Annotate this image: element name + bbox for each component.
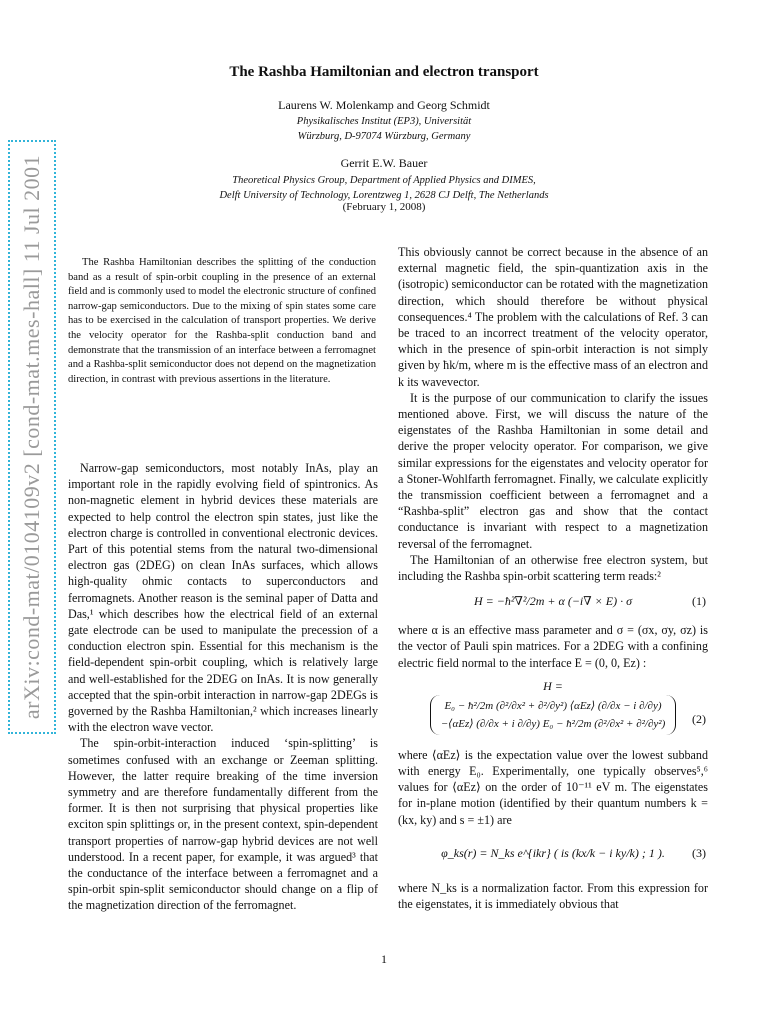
affiliation-1-line-1: Physikalisches Institut (EP3), Universität [296,116,472,127]
equation-2-number: (2) [692,711,706,726]
equation-2-matrix [430,695,677,735]
paragraph: where α is an effective mass parameter and σ = (σx, σy, σz) is the vector of Pauli spin matrices. For a 2DEG with a confining electric field normal to the interface E = (0, 0, Ez) : [398,623,708,670]
paragraph: Narrow-gap semiconductors, most notably InAs, play an important role in the rapidly evolving field of spintronics. As non-magnetic element in hybrid devices these materials are expected to help control the electron spin states, just like the electron charge is controlled in conventional electronic devices. Part of this potential stems from the natural two-dimensional electron gas (2DEG) on clean InAs surfaces, which allows high-quality ohmic contacts to superconductors and ferromagnets. Another reason is the seminal paper of Datta and Das,¹ which describes how the electrical field of an external gate electrode can be used to manipulate the precession of a conduction electron spin. Essential for this mechanism is the field-dependent spin-orbit coupling, which is relatively large and well-established for the 2DEG on InAs. It is now generally accepted that the spin-orbit interaction in narrow-gap 2DEGs is governed by the Rashba Hamiltonian,² which increases linearly with the electron wave vector. [68,461,378,735]
paragraph: The spin-orbit-interaction induced ‘spin-splitting’ is sometimes confused with an exchange or Zeeman splitting. However, the latter require breaking of the time inversion symmetry and are therefore fundamentally different from the former. It is then not surprising that physical properties like exciton spin splittings or, in the present context, spin-dependent transport properties of narrow-gap hybrid devices are not well understood. In a recent paper, for example, it was argued³ that the conductance of the interface between a ferromagnet and a spin-orbit spin-split semiconductor should change on a flip of the magnetization direction of the ferromagnet. [68,736,378,913]
date: (February 1, 2008) [342,201,426,213]
equation-3-number: (3) [692,845,706,860]
equation-3 [398,834,708,874]
author-2: Gerrit E.W. Bauer [340,156,428,170]
page-number: 1 [381,952,387,966]
affiliation-1-line-2: Würzburg, D-97074 Würzburg, Germany [297,131,471,142]
matrix-row-1: E₀ − ħ²/2m (∂²/∂x² + ∂²/∂y²) ⟨αEz⟩ (∂/∂x − i ∂/∂y) [444,699,662,712]
affiliation-2 [0,173,768,203]
equation-1-body: H = −ħ²∇²/2m + α (−i∇ × E) · σ [474,594,632,609]
paragraph: The Hamiltonian of an otherwise free electron system, but including the Rashba spin-orbit scattering term reads:² [398,552,708,584]
paragraph: It is the purpose of our communication to clarify the issues mentioned above. First, we will discuss the nature of the eigenstates of the Rashba Hamiltonian in some detail and derive the proper velocity operator. For comparison, we give similar expressions for the eigenstates and velocity operator for a Stoner-Wohlfarth ferromagnet. Finally, we calculate explicitly the transmission coefficient between a ferromagnet and a “Rashba-split” electron gas and show that the contact conductance is invariant with respect to a magnetization reversal of the ferromagnet. [398,390,708,551]
equation-2 [398,677,708,741]
abstract: The Rashba Hamiltonian describes the splitting of the conduction band as a result of spin-orbit coupling in the presence of an external field and is commonly used to model the electronic structure of confined narrow-gap semiconductors. Due to the mixing of spin states some care has to be exercised in the calculation of transport properties. We derive the velocity operator for the Rashba-split conduction band and demonstrate that the transmission of an interface between a ferromagnet and a Rashba-split semiconductor does not depend on the magnetization direction, in contrast with previous assertions in the literature. [68,257,377,385]
arxiv-stamp [8,140,56,734]
authors: Laurens W. Molenkamp and Georg Schmidt [278,98,490,112]
affiliation-1 [0,114,768,144]
left-column [68,460,378,914]
paragraph: where N_ks is a normalization factor. From this expression for the eigenstates, it is immediately obvious that [398,880,708,912]
equation-2-head: H = [543,678,563,693]
arxiv-identifier: arXiv:cond-mat/0104109v2 [cond-mat.mes-hall] 11 Jul 2001 [19,154,44,720]
equation-1-number: (1) [692,594,706,609]
matrix-row-2: −⟨αEz⟩ (∂/∂x + i ∂/∂y) E₀ − ħ²/2m (∂²/∂x² + ∂²/∂y²) [440,717,666,730]
affiliation-2-line-2: Delft University of Technology, Lorentzweg 1, 2628 CJ Delft, The Netherlands [219,190,549,201]
right-column [398,244,708,912]
equation-3-body: φ_ks(r) = N_ks e^{ikr} ( is (kx/k − i ky/k) ; 1 ). [441,845,665,860]
paper-title: The Rashba Hamiltonian and electron transport [229,64,539,80]
paragraph: This obviously cannot be correct because in the absence of an external magnetic field, the spin-quantization axis in the (isotropic) semiconductor can be rotated with the magnetization direction, which should therefore be without physical consequences.⁴ The problem with the calculations of Ref. 3 can be traced to an incorrect treatment of the velocity operator, which in the presence of spin-orbit interaction is not simply given by ħk/m, where m is the effective mass of an electron and k its wavevector. [398,245,708,389]
equation-1 [398,590,708,616]
paragraph: where ⟨αEz⟩ is the expectation value over the lowest subband with energy E₀. Experimentally, one typically observes⁵,⁶ values for ⟨αEz⟩ on the order of 10⁻¹¹ eV m. The eigenstates for in-plane motion (identified by their quantum numbers k = (kx, ky) and s = ±1) are [398,747,708,827]
affiliation-2-line-1: Theoretical Physics Group, Department of Applied Physics and DIMES, [232,175,536,186]
